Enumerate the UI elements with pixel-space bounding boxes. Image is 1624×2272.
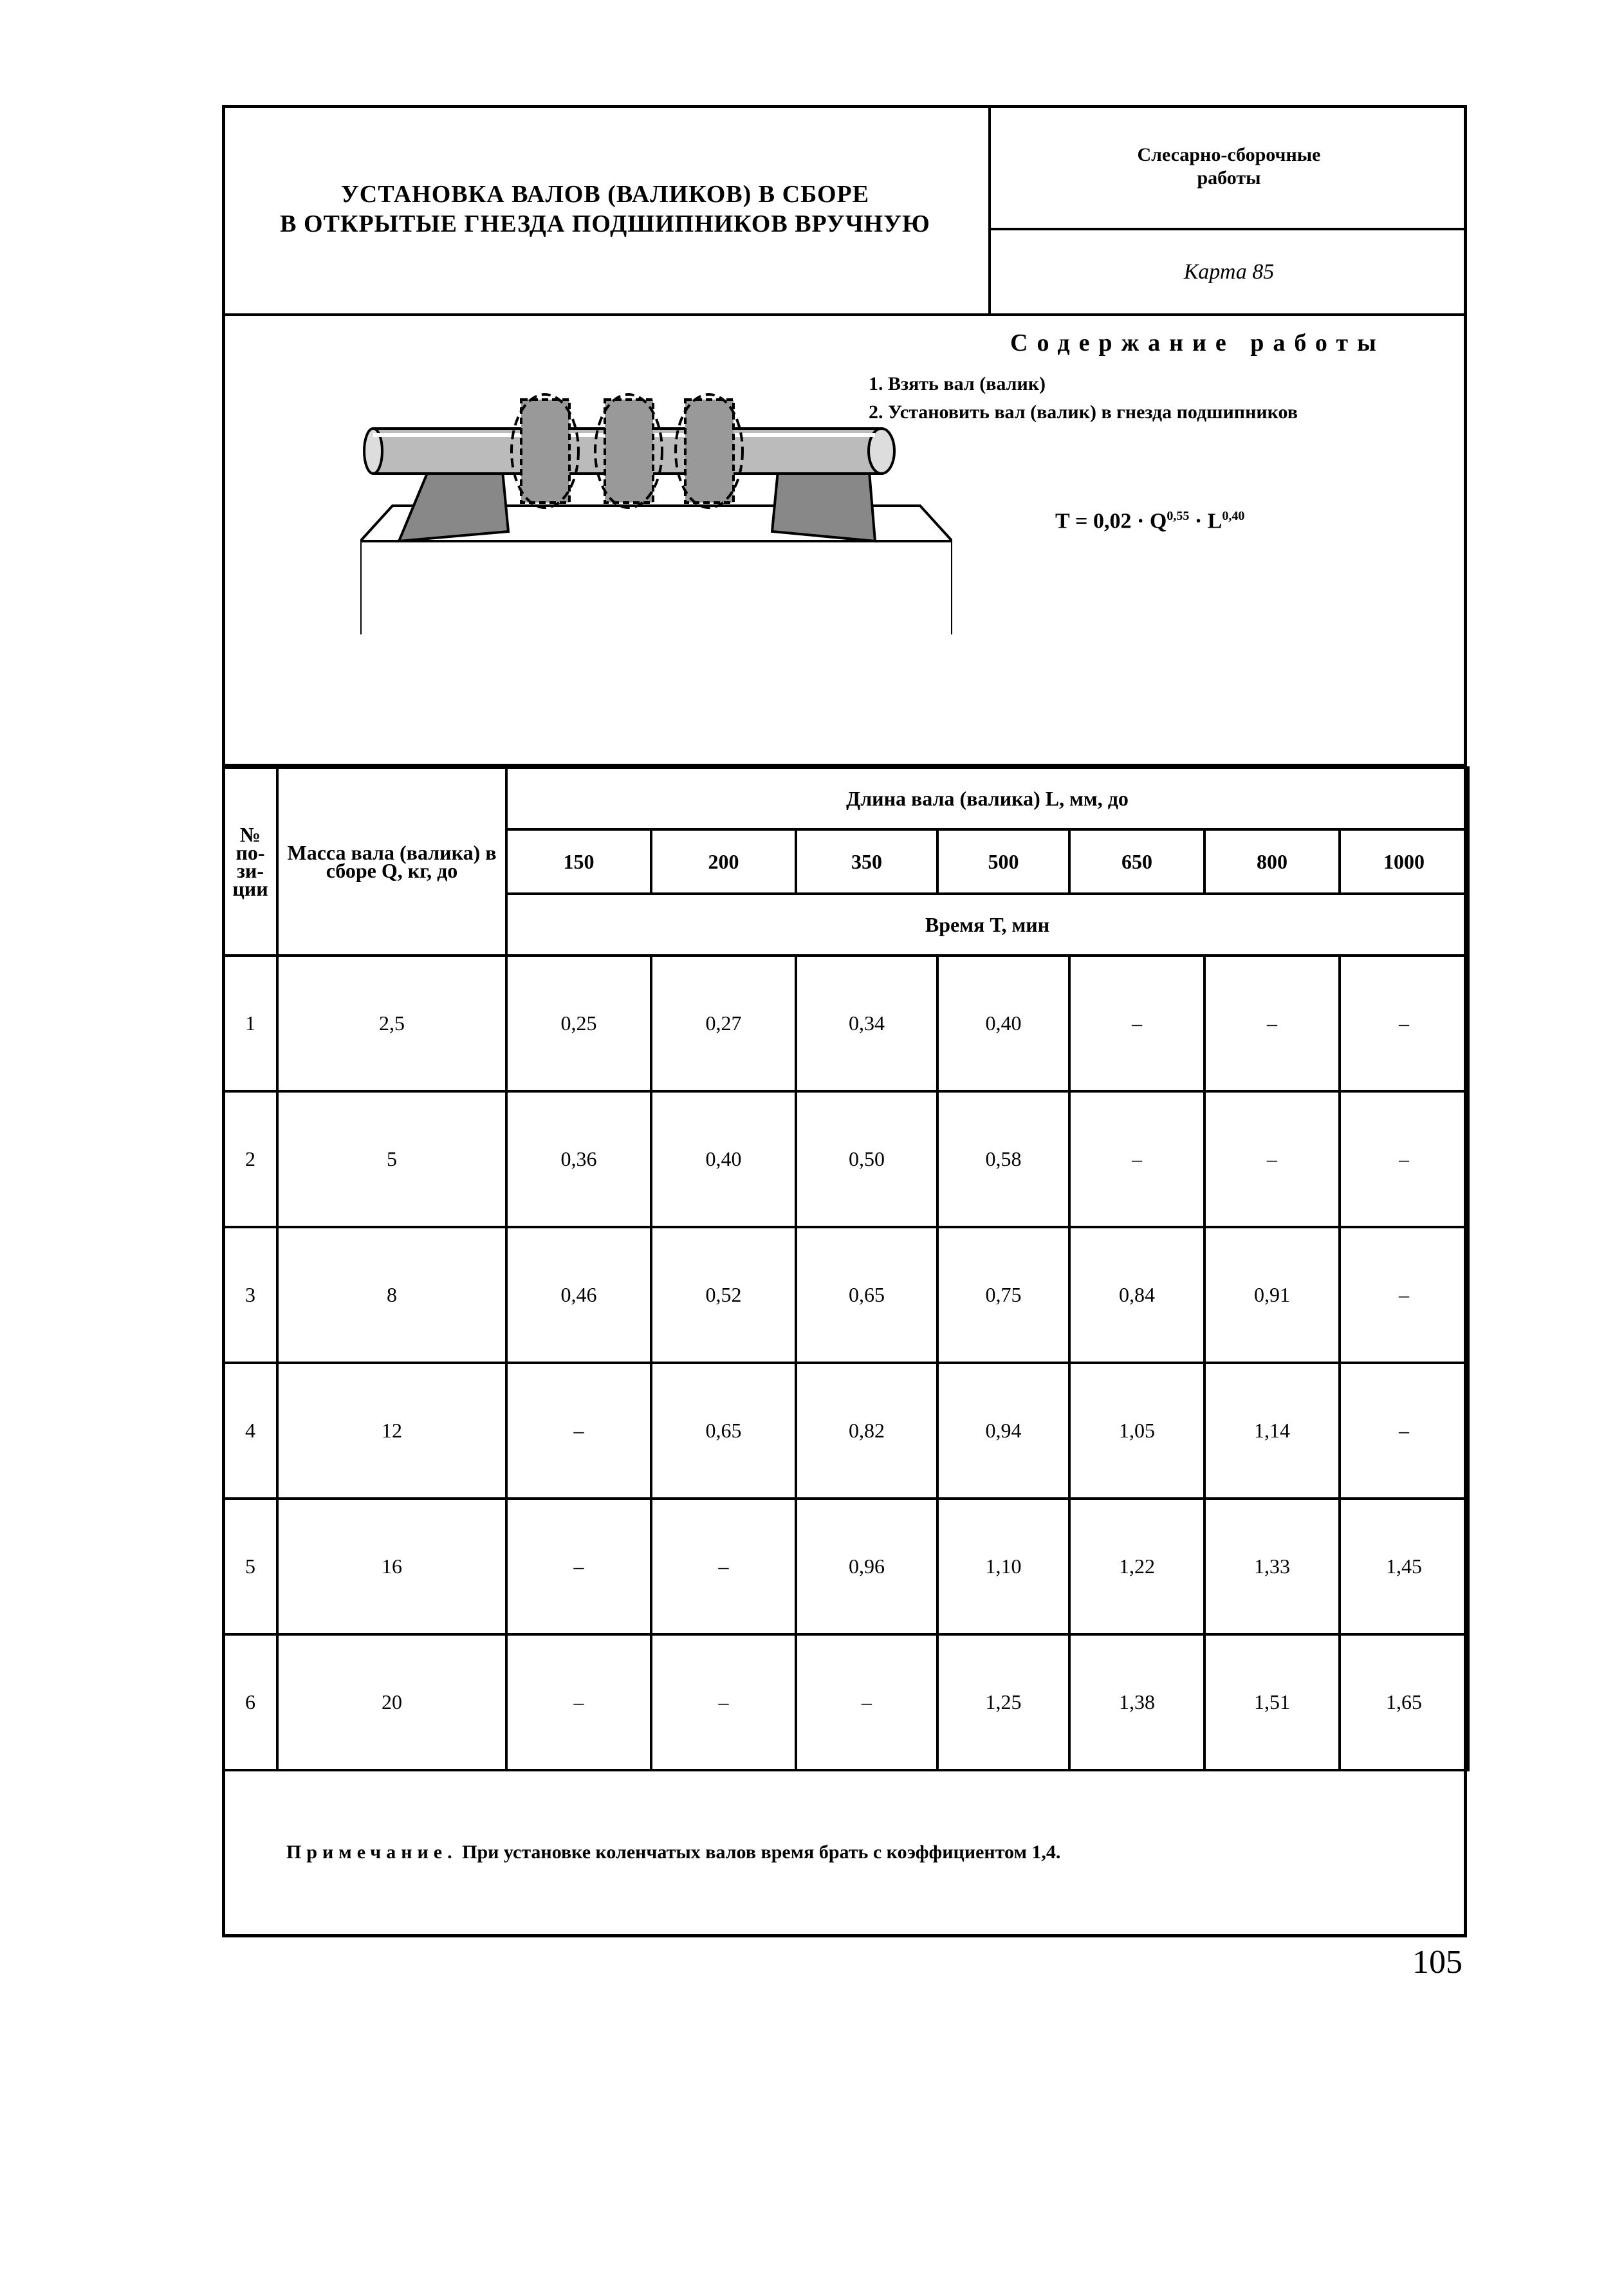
mass-cell: 12 bbox=[277, 1363, 506, 1499]
time-cell: 0,52 bbox=[651, 1227, 796, 1363]
position-cell: 4 bbox=[223, 1363, 277, 1499]
time-cell: 0,40 bbox=[651, 1091, 796, 1227]
length-value: 500 bbox=[937, 829, 1069, 894]
work-content-section bbox=[222, 316, 1467, 766]
document-title bbox=[222, 105, 991, 313]
time-cell: 0,82 bbox=[796, 1363, 937, 1499]
title-line-2: В ОТКРЫТЫЕ ГНЕЗДА ПОДШИПНИКОВ ВРУЧНУЮ bbox=[280, 210, 930, 237]
card-header bbox=[222, 105, 1467, 316]
time-cell: – bbox=[1340, 1091, 1468, 1227]
length-value: 200 bbox=[651, 829, 796, 894]
note-label: Примечание. bbox=[286, 1842, 457, 1863]
time-cell: 0,94 bbox=[937, 1363, 1069, 1499]
position-cell: 3 bbox=[223, 1227, 277, 1363]
note bbox=[286, 1842, 1060, 1863]
work-content-heading: Содержание работы bbox=[1010, 329, 1385, 356]
time-cell: 0,91 bbox=[1204, 1227, 1340, 1363]
time-cell: 0,36 bbox=[506, 1091, 651, 1227]
time-cell: – bbox=[1204, 956, 1340, 1091]
time-cell: – bbox=[1340, 1227, 1468, 1363]
category-line-2: работы bbox=[1197, 167, 1261, 189]
mass-cell: 20 bbox=[277, 1634, 506, 1770]
time-cell: – bbox=[651, 1499, 796, 1634]
time-cell: 1,05 bbox=[1069, 1363, 1204, 1499]
position-cell: 1 bbox=[223, 956, 277, 1091]
time-cell: 1,10 bbox=[937, 1499, 1069, 1634]
time-cell: – bbox=[1069, 1091, 1204, 1227]
time-header: Время Т, мин bbox=[506, 894, 1468, 956]
time-cell: – bbox=[1069, 956, 1204, 1091]
time-cell: – bbox=[1340, 956, 1468, 1091]
time-cell: 0,75 bbox=[937, 1227, 1069, 1363]
card-number: Карта 85 bbox=[1183, 259, 1275, 284]
time-cell: – bbox=[1340, 1363, 1468, 1499]
time-cell: 0,25 bbox=[506, 956, 651, 1091]
time-cell: 0,84 bbox=[1069, 1227, 1204, 1363]
note-text: При установке коленчатых валов время брать с коэффициентом 1,4. bbox=[462, 1842, 1061, 1863]
work-category bbox=[991, 105, 1467, 230]
category-line-1: Слесарно-сборочные bbox=[1137, 143, 1321, 165]
mass-cell: 8 bbox=[277, 1227, 506, 1363]
time-cell: 0,40 bbox=[937, 956, 1069, 1091]
length-value: 350 bbox=[796, 829, 937, 894]
time-cell: 1,22 bbox=[1069, 1499, 1204, 1634]
mass-cell: 5 bbox=[277, 1091, 506, 1227]
formula-exponent-l: 0,40 bbox=[1222, 509, 1245, 523]
work-step: 2. Установить вал (валик) в гнезда подшипников bbox=[869, 402, 1298, 423]
mass-cell: 16 bbox=[277, 1499, 506, 1634]
table-row bbox=[223, 1091, 1468, 1227]
time-cell: – bbox=[506, 1634, 651, 1770]
time-cell: 0,96 bbox=[796, 1499, 937, 1634]
time-cell: 1,14 bbox=[1204, 1363, 1340, 1499]
time-cell: – bbox=[506, 1499, 651, 1634]
time-cell: 1,45 bbox=[1340, 1499, 1468, 1634]
time-cell: 0,50 bbox=[796, 1091, 937, 1227]
time-cell: – bbox=[796, 1634, 937, 1770]
time-cell: 1,38 bbox=[1069, 1634, 1204, 1770]
position-cell: 2 bbox=[223, 1091, 277, 1227]
time-cell: 1,65 bbox=[1340, 1634, 1468, 1770]
mass-cell: 2,5 bbox=[277, 956, 506, 1091]
shaft-gear-illustration bbox=[360, 345, 952, 634]
length-header: Длина вала (валика) L, мм, до bbox=[506, 768, 1468, 829]
time-cell: – bbox=[506, 1363, 651, 1499]
formula-mid: · L bbox=[1189, 509, 1223, 533]
title-line-1: УСТАНОВКА ВАЛОВ (ВАЛИКОВ) В СБОРЕ bbox=[340, 181, 870, 208]
formula-exponent-q: 0,55 bbox=[1167, 509, 1190, 523]
table-row bbox=[223, 956, 1468, 1091]
length-value: 150 bbox=[506, 829, 651, 894]
mass-column-header: Масса вала (валика) в сборе Q, кг, до bbox=[277, 768, 506, 956]
time-cell: 0,34 bbox=[796, 956, 937, 1091]
time-formula bbox=[1055, 509, 1244, 533]
position-cell: 5 bbox=[223, 1499, 277, 1634]
table-row bbox=[223, 1363, 1468, 1499]
length-value: 1000 bbox=[1340, 829, 1468, 894]
time-cell: 0,65 bbox=[651, 1363, 796, 1499]
position-cell: 6 bbox=[223, 1634, 277, 1770]
formula-base: Т = 0,02 · Q bbox=[1055, 509, 1167, 533]
time-cell: 0,65 bbox=[796, 1227, 937, 1363]
work-steps bbox=[869, 370, 1298, 427]
length-value: 650 bbox=[1069, 829, 1204, 894]
time-cell: 0,46 bbox=[506, 1227, 651, 1363]
position-column-header: № по-зи-ции bbox=[223, 768, 277, 956]
table-row bbox=[223, 1227, 1468, 1363]
time-cell: 0,27 bbox=[651, 956, 796, 1091]
time-cell: 0,58 bbox=[937, 1091, 1069, 1227]
table-row bbox=[223, 1634, 1468, 1770]
time-cell: 1,33 bbox=[1204, 1499, 1340, 1634]
time-cell: 1,51 bbox=[1204, 1634, 1340, 1770]
time-norms-table bbox=[222, 766, 1470, 1771]
page-number: 105 bbox=[1412, 1944, 1463, 1981]
time-cell: 1,25 bbox=[937, 1634, 1069, 1770]
length-value: 800 bbox=[1204, 829, 1340, 894]
table-row bbox=[223, 1499, 1468, 1634]
note-section bbox=[222, 1766, 1467, 1937]
time-cell: – bbox=[651, 1634, 796, 1770]
work-step: 1. Взять вал (валик) bbox=[869, 373, 1046, 394]
time-cell: – bbox=[1204, 1091, 1340, 1227]
